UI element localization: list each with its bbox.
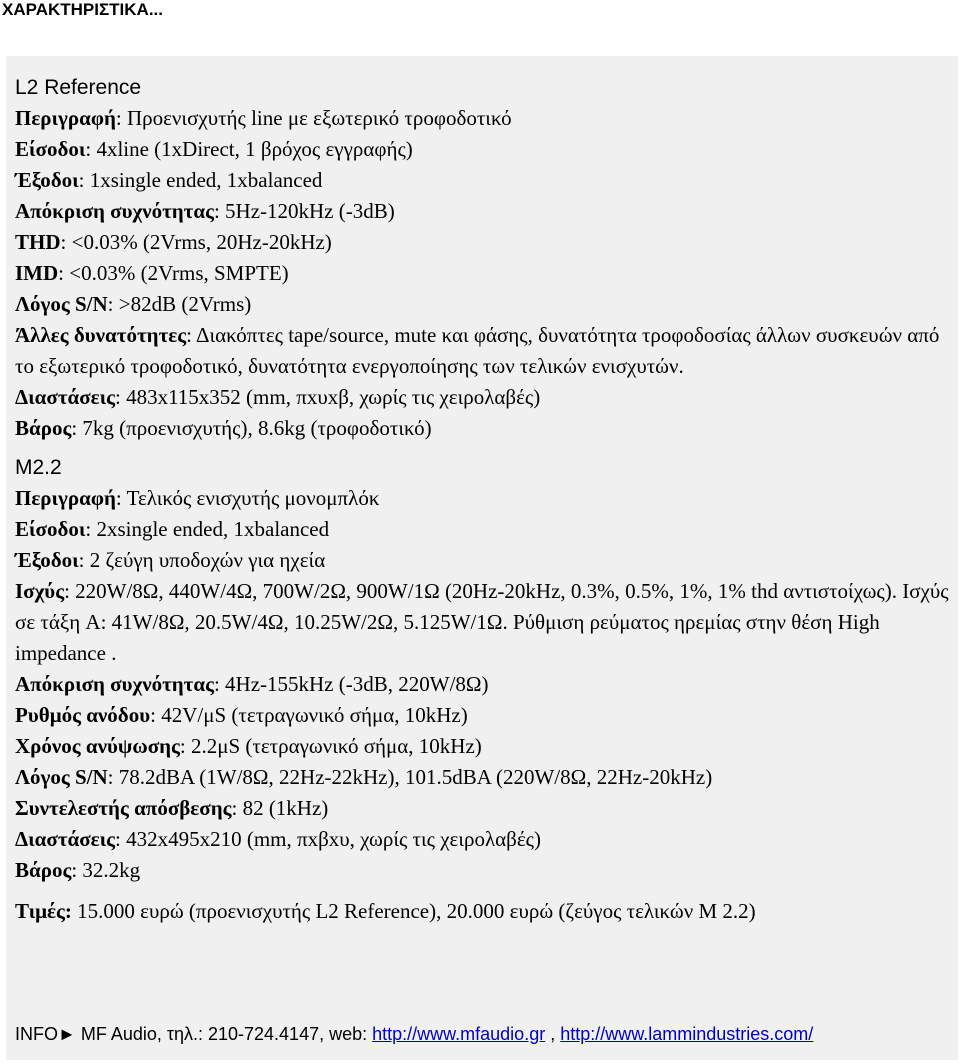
spec-row: [15, 762, 950, 793]
spec-value: : 483x115x352 (mm, πxυxβ, χωρίς τις χειρολαβές): [115, 385, 541, 409]
spec-row: [15, 700, 950, 731]
spec-value: : 32.2kg: [71, 858, 141, 882]
link-separator: ,: [545, 1024, 561, 1044]
spec-value: : Προενισχυτής line με εξωτερικό τροφοδοτικό: [115, 106, 512, 130]
spec-value: : 220W/8Ω, 440W/4Ω, 700W/2Ω, 900W/1Ω (20Hz-20kHz, 0.3%, 0.5%, 1%, 1% thd αντιστοίχως). Ισχύς σε τάξη A: 41W/8Ω, 20.5W/4Ω, 10.25W/2Ω, 5.125W/1Ω. Ρύθμιση ρεύματος ηρεμίας στην θέση High impedance .: [15, 579, 949, 665]
spec-row: [15, 320, 950, 382]
spec-row: [15, 134, 950, 165]
spec-value: : Τελικός ενισχυτής μονομπλόκ: [115, 486, 380, 510]
spec-row: [15, 824, 950, 855]
spec-label: Λόγος S/N: [15, 765, 108, 789]
spec-row: [15, 483, 950, 514]
spec-label: Ρυθμός ανόδου: [15, 703, 151, 727]
spec-label: Έξοδοι: [15, 168, 79, 192]
spec-row: [15, 289, 950, 320]
spec-row: [15, 576, 950, 669]
spec-label: Έξοδοι: [15, 548, 79, 572]
spec-label: Περιγραφή: [15, 486, 116, 510]
spec-label: Διαστάσεις: [15, 827, 115, 851]
spec-label: Είσοδοι: [15, 517, 86, 541]
prices-row: [15, 896, 950, 927]
spec-row: [15, 669, 950, 700]
lammindustries-link[interactable]: http://www.lammindustries.com/: [560, 1024, 814, 1044]
spec-label: Λόγος S/N: [15, 292, 108, 316]
spec-label: Είσοδοι: [15, 137, 86, 161]
spec-row: [15, 227, 950, 258]
spec-value: : <0.03% (2Vrms, SMPTE): [58, 261, 289, 285]
spec-value: : 432x495x210 (mm, πxβxυ, χωρίς τις χειρολαβές): [115, 827, 541, 851]
spec-value: : 4Hz-155kHz (-3dB, 220W/8Ω): [213, 672, 489, 696]
info-line: [15, 1022, 813, 1046]
spec-label: Ισχύς: [15, 579, 65, 603]
page-heading: ΧΑΡΑΚΤΗΡΙΣΤΙΚΑ...: [2, 0, 164, 19]
spec-label: Περιγραφή: [15, 106, 116, 130]
spec-label: Διαστάσεις: [15, 385, 115, 409]
specs-content: [15, 72, 950, 927]
spec-label: Βάρος: [15, 416, 72, 440]
spec-value: : >82dB (2Vrms): [107, 292, 252, 316]
spec-label: Συντελεστής απόσβεσης: [15, 796, 232, 820]
model-title-m22: M2.2: [15, 456, 62, 479]
spec-row: [15, 258, 950, 289]
spec-row: [15, 103, 950, 134]
spec-row: [15, 731, 950, 762]
spec-value: : 2xsingle ended, 1xbalanced: [85, 517, 330, 541]
prices-label: Τιμές:: [15, 899, 72, 923]
spec-value: : 4xline (1xDirect, 1 βρόχος εγγραφής): [85, 137, 413, 161]
arrow-icon: ►: [58, 1024, 76, 1044]
spec-value: : 82 (1kHz): [231, 796, 329, 820]
spec-label: Χρόνος ανύψωσης: [15, 734, 180, 758]
spec-value: : 2.2μS (τετραγωνικό σήμα, 10kHz): [179, 734, 482, 758]
spec-label: Βάρος: [15, 858, 72, 882]
spec-value: : 78.2dBA (1W/8Ω, 22Hz-22kHz), 101.5dBA (220W/8Ω, 22Hz-20kHz): [107, 765, 713, 789]
spec-value: : <0.03% (2Vrms, 20Hz-20kHz): [60, 230, 332, 254]
spec-value: : 5Hz-120kHz (-3dB): [213, 199, 395, 223]
spec-label: Απόκριση συχνότητας: [15, 199, 214, 223]
spec-value: : 42V/μS (τετραγωνικό σήμα, 10kHz): [150, 703, 468, 727]
spec-row: [15, 514, 950, 545]
spec-row: [15, 165, 950, 196]
spec-row: [15, 545, 950, 576]
spec-label: Άλλες δυνατότητες: [15, 323, 187, 347]
mfaudio-link[interactable]: http://www.mfaudio.gr: [372, 1024, 546, 1044]
info-label: INFO: [15, 1024, 58, 1044]
spec-value: : 7kg (προενισχυτής), 8.6kg (τροφοδοτικό): [71, 416, 432, 440]
info-text: MF Audio, τηλ.: 210-724.4147, web:: [75, 1024, 373, 1044]
spec-label: Απόκριση συχνότητας: [15, 672, 214, 696]
spec-row: [15, 382, 950, 413]
spec-value: : Διακόπτες tape/source, mute και φάσης, δυνατότητα τροφοδοσίας άλλων συσκευών από το εξωτερικό τροφοδοτικό, δυνατότητα ενεργοποίησης των τελικών ενισχυτών.: [15, 323, 940, 378]
model-title-l2: L2 Reference: [15, 76, 142, 99]
spec-row: [15, 196, 950, 227]
spec-value: : 2 ζεύγη υποδοχών για ηχεία: [78, 548, 326, 572]
spec-label: THD: [15, 230, 61, 254]
spec-row: [15, 413, 950, 444]
spec-row: [15, 855, 950, 886]
prices-value: 15.000 ευρώ (προενισχυτής L2 Reference), 20.000 ευρώ (ζεύγος τελικών M 2.2): [71, 899, 756, 923]
spec-label: IMD: [15, 261, 59, 285]
spec-value: : 1xsingle ended, 1xbalanced: [78, 168, 323, 192]
spec-row: [15, 793, 950, 824]
